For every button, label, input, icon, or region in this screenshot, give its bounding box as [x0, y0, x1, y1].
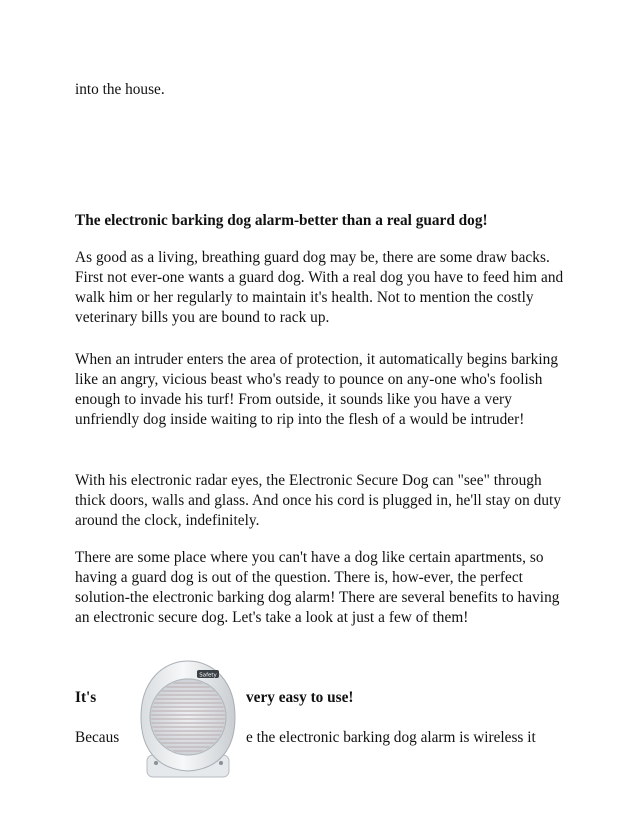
barking-dog-alarm-image [133, 657, 243, 782]
last-line-right: e the electronic barking dog alarm is wireless it [246, 729, 536, 746]
paragraph-drawbacks: As good as a living, breathing guard dog may be, there are some draw backs. First not ever-one wants a guard dog. With a real dog you have to feed him and walk him or her regularly to maintain it's health. Not to mention the costly veterinary bills you are bound to rack up. [75, 249, 564, 326]
brand-label: Safety [199, 672, 217, 679]
last-line-left: Becaus [75, 729, 120, 746]
paragraph-intruder: When an intruder enters the area of protection, it automatically begins barking like an angry, vicious beast who's ready to pounce on any-one who's foolish enough to invade his turf! From outside, it sounds like you have a very unfriendly dog inside waiting to rip into the flesh of a would be intruder! [75, 351, 559, 428]
intro-text: into the house. [75, 81, 165, 98]
section-heading: The electronic barking dog alarm-better than a real guard dog! [75, 212, 488, 229]
barking-dog-alarm-icon [133, 657, 243, 782]
subheading-right: very easy to use! [246, 689, 354, 706]
subheading-left: It's [75, 689, 97, 706]
paragraph-radar-eyes: With his electronic radar eyes, the Electronic Secure Dog can "see" through thick doors, walls and glass. And once his cord is plugged in, he'll stay on duty around the clock, indefinitely. [75, 472, 562, 529]
paragraph-apartments: There are some place where you can't have a dog like certain apartments, so having a guard dog is out of the question. There is, how-ever, the perfect solution-the electronic barking dog alarm! There are several benefits to having an electronic secure dog. Let's take a look at just a few of them! [75, 549, 560, 626]
